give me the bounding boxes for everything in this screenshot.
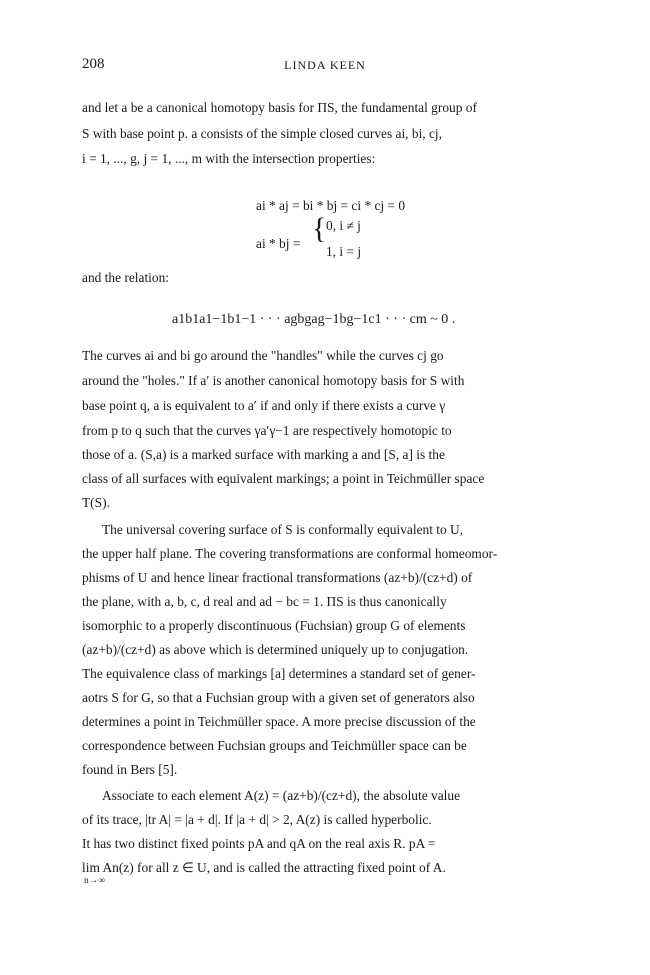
text-line-q3: phisms of U and hence linear fractional transformations (az+b)/(cz+d) of <box>82 570 473 585</box>
text-line-2: S with base point p. a consists of the simple closed curves ai, bi, cj, <box>82 126 442 141</box>
text-line <box>82 812 582 828</box>
text-line <box>82 666 582 682</box>
text-line-q11: found in Bers [5]. <box>82 762 178 777</box>
text-line <box>82 738 582 754</box>
text-line-q4: the plane, with a, b, c, d real and ad − bc = 1. ΠS is thus canonically <box>82 594 447 609</box>
text-line-p2: around the "holes." If a′ is another canonical homotopy basis for S with <box>82 373 465 388</box>
text-line <box>82 546 582 562</box>
text-line-q1: The universal covering surface of S is conformally equivalent to U, <box>102 522 464 537</box>
text-line <box>82 126 582 142</box>
relation-intro: and the relation: <box>82 270 170 285</box>
text-line <box>82 618 582 634</box>
text-line-p7: T(S). <box>82 495 110 510</box>
text-line-q9: determines a point in Teichmüller space. A more precise discussion of the <box>82 714 476 729</box>
text-line-p4: from p to q such that the curves γa′γ−1 are respectively homotopic to <box>82 423 452 438</box>
text-line <box>82 594 582 610</box>
equation-relation: a1b1a1−1b1−1 · · · agbgag−1bg−1c1 · · · cm ~ 0 . <box>172 312 456 327</box>
text-line <box>82 398 582 414</box>
page-number: 208 <box>82 56 105 72</box>
limit-subscript: n→∞ <box>84 876 106 886</box>
text-line <box>82 714 582 730</box>
text-line <box>82 836 582 852</box>
text-line-q7: The equivalence class of markings [a] determines a standard set of gener- <box>82 666 476 681</box>
text-line-r2: of its trace, |tr A| = |a + d|. If |a + d| > 2, A(z) is called hyperbolic. <box>82 812 432 827</box>
text-line <box>82 423 582 439</box>
text-line-p5: those of a. (S,a) is a marked surface with marking a and [S, a] is the <box>82 447 445 462</box>
text-line <box>82 348 582 364</box>
text-line <box>102 522 602 538</box>
text-line-p1: The curves ai and bi go around the "handles" while the curves cj go <box>82 348 444 363</box>
text-line-p6: class of all surfaces with equivalent markings; a point in Teichmüller space <box>82 471 485 486</box>
text-line <box>82 471 582 487</box>
text-line-q6: (az+b)/(cz+d) as above which is determined uniquely up to conjugation. <box>82 642 469 657</box>
text-line-r1: Associate to each element A(z) = (az+b)/(cz+d), the absolute value <box>102 788 461 803</box>
text-line <box>82 642 582 658</box>
text-line <box>82 495 582 511</box>
text-line <box>82 570 582 586</box>
text-line-q2: the upper half plane. The covering transformations are conformal homeomor- <box>82 546 498 561</box>
equation-intersection: ai * aj = bi * bj = ci * cj = 0 <box>256 198 406 213</box>
text-line <box>82 151 582 167</box>
text-line <box>82 690 582 706</box>
text-line <box>102 788 602 804</box>
text-line <box>82 762 582 778</box>
text-line-3: i = 1, ..., g, j = 1, ..., m with the intersection properties: <box>82 151 376 166</box>
text-line-q8: aotrs S for G, so that a Fuchsian group with a given set of generators also <box>82 690 475 705</box>
text-line-r3: It has two distinct fixed points pA and qA on the real axis R. pA = <box>82 836 436 851</box>
brace-symbol: { <box>312 212 327 245</box>
running-head: LINDA KEEN <box>284 58 366 72</box>
equation-case-2: 1, i = j <box>326 244 362 259</box>
text-line <box>82 100 582 116</box>
text-line-r4: lim An(z) for all z ∈ U, and is called the attracting fixed point of A. <box>82 860 446 875</box>
text-line-q5: isomorphic to a properly discontinuous (Fuchsian) group G of elements <box>82 618 466 633</box>
equation-case-1: 0, i ≠ j <box>326 218 361 233</box>
text-line-q10: correspondence between Fuchsian groups and Teichmüller space can be <box>82 738 467 753</box>
text-line-1: and let a be a canonical homotopy basis for ΠS, the fundamental group of <box>82 100 477 115</box>
text-line-p3: base point q, a is equivalent to a′ if and only if there exists a curve γ <box>82 398 446 413</box>
text-line <box>82 860 582 876</box>
text-line <box>82 270 582 286</box>
equation-case-lhs: ai * bj = <box>256 236 301 251</box>
text-line <box>82 373 582 389</box>
text-line <box>82 447 582 463</box>
